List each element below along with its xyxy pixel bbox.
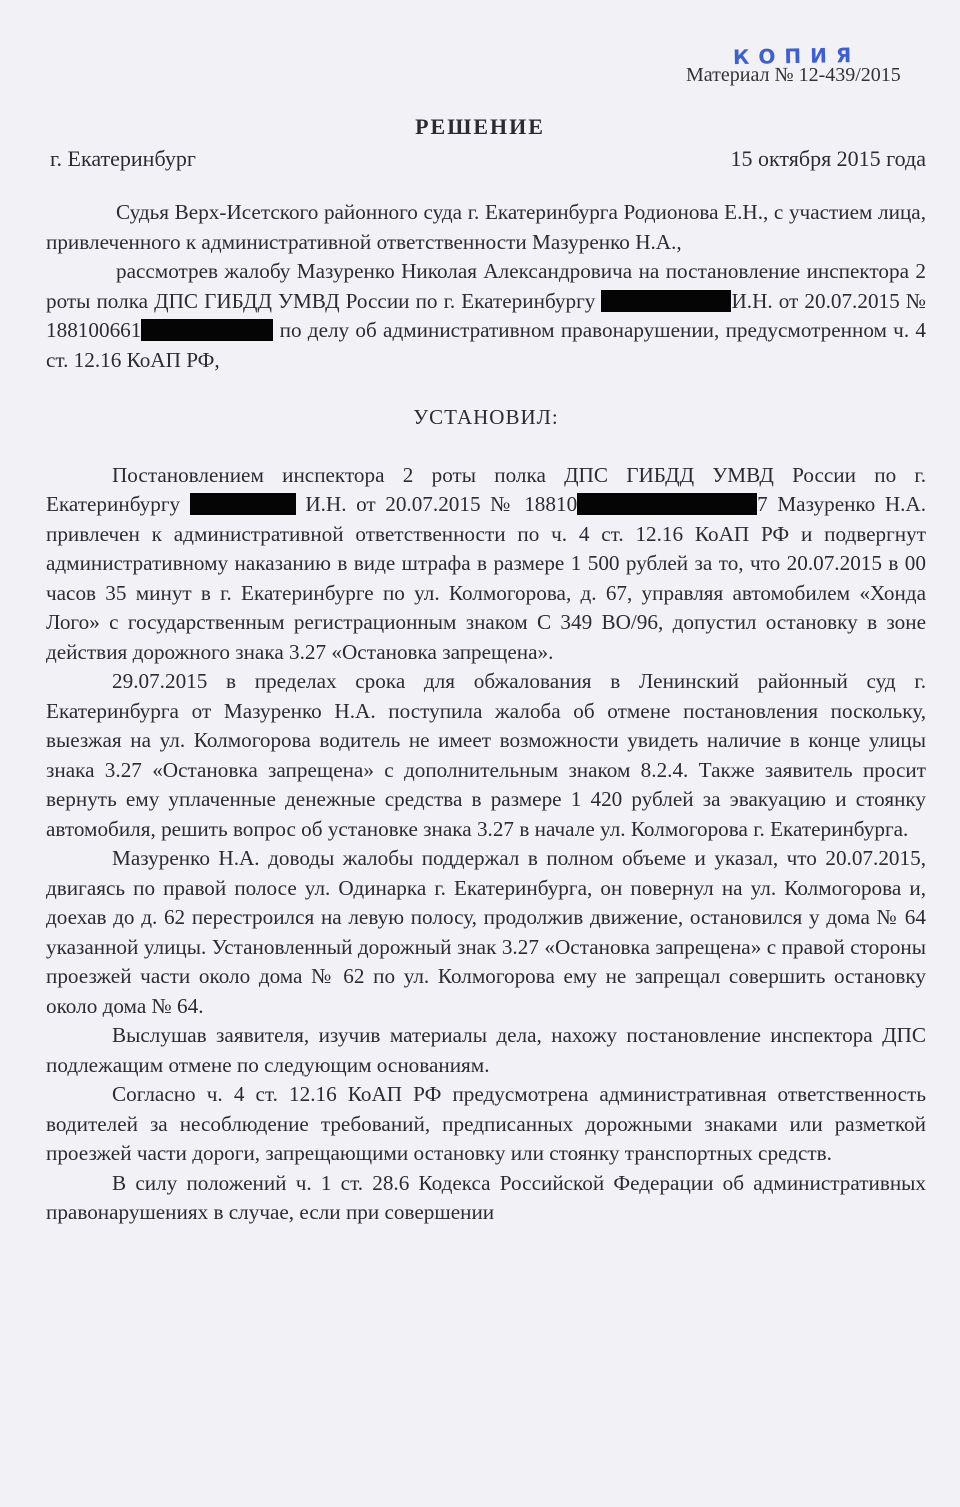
intro-paragraph-complaint <box>46 257 926 375</box>
redaction-block <box>577 493 757 515</box>
paragraph-appeal: 29.07.2015 в пределах срока для обжалования в Ленинский районный суд г. Екатеринбурга от Мазуренко Н.А. поступила жалоба об отмене постановления поскольку, выезжая на ул. Колмогорова водитель не имеет возможности увидеть наличие в конце улицы знака 3.27 «Остановка запрещена» с дополнительным знаком 8.2.4. Также заявитель просит вернуть ему уплаченные денежные средства в размере 1 420 рублей за эвакуацию и стоянку автомобиля, решить вопрос об установке знака 3.27 в начале ул. Колмогорова г. Екатеринбурга. <box>46 669 926 841</box>
resolution-text-b: И.Н. от 20.07.2015 № 18810 <box>305 492 578 516</box>
paragraph-code: В силу положений ч. 1 ст. 28.6 Кодекса Российской Федерации об административных правонарушениях в случае, если при совершении <box>46 1170 926 1224</box>
resolution-text-a: Постановлением инспектора 2 роты полка ДПС ГИБДД УМВД России по г. Екатеринбургу <box>46 462 926 516</box>
decision-date: 15 октября 2015 года <box>730 146 926 171</box>
copy-stamp: КОПИЯ <box>732 42 861 70</box>
document-body <box>46 198 926 1228</box>
complaint-text-b: И.Н. от 20.07.2015 № 188100661 <box>46 288 927 342</box>
resolution-text-c: 7 Мазуренко Н.А. привлечен к административной ответственности по ч. 4 ст. 12.16 КоАП РФ и подвергнут административному наказанию в виде штрафа в размере 1 500 рублей за то, что 20.07.2015 в 00 часов 35 минут в г. Екатеринбурге по ул. Колмогорова, д. 67, управляя автомобилем «Хонда Лого» с государственным регистрационным знаком С 349 ВО/96, допустил остановку в зоне действия дорожного знака 3.27 «Остановка запрещена». <box>46 492 927 664</box>
place-date-row <box>50 146 926 172</box>
intro-paragraph-judge: Судья Верх-Исетского районного суда г. Екатеринбурга Родионова Е.Н., с участием лица, привлеченного к административной ответственности Мазуренко Н.А., <box>46 200 926 254</box>
paragraph-arguments: Мазуренко Н.А. доводы жалобы поддержал в полном объеме и указал, что 20.07.2015, двигаясь по правой полосе ул. Одинарка г. Екатеринбурга, он повернул на ул. Колмогорова и, доехав до д. 62 перестроился на левую полосу, продолжив движение, остановился у дома № 64 указанной улицы. Установленный дорожный знак 3.27 «Остановка запрещена» с правой стороны проезжей части около дома № 62 по ул. Колмогорова ему не запрещал совершить остановку около дома № 64. <box>46 846 926 1018</box>
section-heading: УСТАНОВИЛ: <box>413 405 559 429</box>
material-number: Материал № 12-439/2015 <box>686 64 901 86</box>
city: г. Екатеринбург <box>50 146 196 171</box>
complaint-text-a: рассмотрев жалобу Мазуренко Николая Александровича на постановление инспектора 2 роты полка ДПС ГИБДД УМВД России по г. Екатеринбургу <box>46 259 926 313</box>
paragraph-finding: Выслушав заявителя, изучив материалы дела, нахожу постановление инспектора ДПС подлежащим отмене по следующим основаниям. <box>46 1023 926 1077</box>
paragraph-law: Согласно ч. 4 ст. 12.16 КоАП РФ предусмотрена административная ответственность водителей за несоблюдение требований, предписанных дорожными знаками или разметкой проезжей части дороги, запрещающими остановку или стоянку транспортных средств. <box>46 1082 926 1165</box>
redaction-block <box>141 319 273 341</box>
paragraph-resolution <box>46 461 926 668</box>
document-title: РЕШЕНИЕ <box>415 114 545 139</box>
redaction-block <box>190 493 296 515</box>
complaint-text-c: по делу об административном правонарушении, предусмотренном ч. 4 ст. 12.16 КоАП РФ, <box>46 318 926 372</box>
redaction-block <box>601 290 731 312</box>
